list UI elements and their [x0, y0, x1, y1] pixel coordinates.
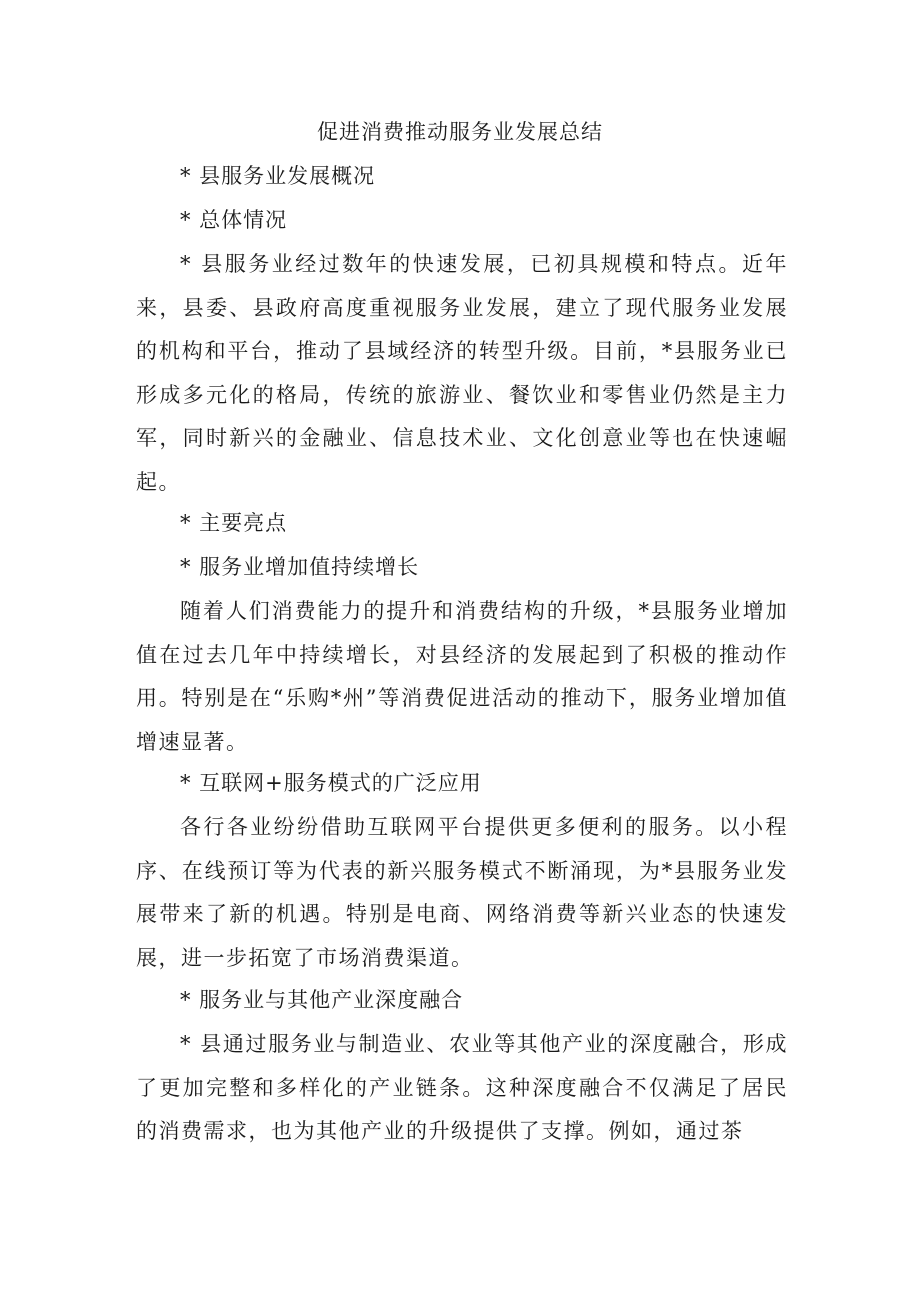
section-heading-overview: * 县服务业发展概况 — [180, 164, 376, 188]
paragraph-internet-plus: 各行各业纷纷借助互联网平台提供更多便利的服务。以小程序、在线预订等为代表的新兴服务模式不断涌现，为*县服务业发展带来了新的机遇。特别是电商、网络消费等新兴业态的快速发展，进一步拓宽了市场消费渠道。 — [136, 815, 788, 970]
section-heading-general: * 总体情况 — [180, 208, 288, 232]
paragraph-integration: * 县通过服务业与制造业、农业等其他产业的深度融合，形成了更加完整和多样化的产业链条。这种深度融合不仅满足了居民的消费需求，也为其他产业的升级提供了支撑。例如，通过茶 — [136, 1032, 788, 1143]
section-heading-highlights: * 主要亮点 — [180, 511, 288, 535]
section-heading-integration: * 服务业与其他产业深度融合 — [180, 988, 464, 1012]
paragraph-general: * 县服务业经过数年的快速发展，已初具规模和特点。近年来，县委、县政府高度重视服务业发展，建立了现代服务业发展的机构和平台，推动了县域经济的转型升级。目前，*县服务业已形成多元化的格局，传统的旅游业、餐饮业和零售业仍然是主力军，同时新兴的金融业、信息技术业、文化创意业等也在快速崛起。 — [136, 252, 788, 494]
document-title: 促进消费推动服务业发展总结 — [317, 120, 603, 144]
section-heading-internet-plus: * 互联网+服务模式的广泛应用 — [180, 771, 482, 795]
paragraph-value-added: 随着人们消费能力的提升和消费结构的升级，*县服务业增加值在过去几年中持续增长，对县经济的发展起到了积极的推动作用。特别是在“乐购*州”等消费促进活动的推动下，服务业增加值增速显著。 — [136, 599, 788, 754]
section-heading-value-added: * 服务业增加值持续增长 — [180, 555, 420, 579]
